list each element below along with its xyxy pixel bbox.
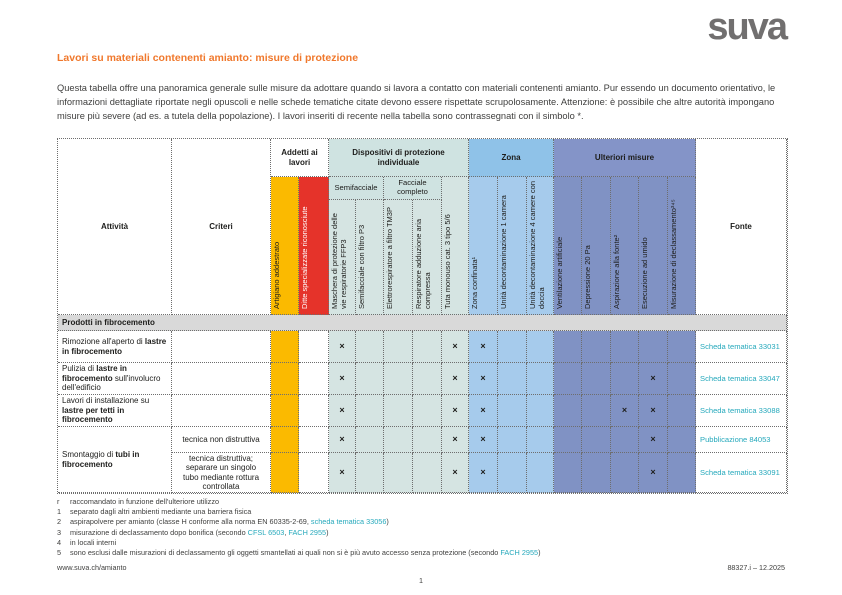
subheader-full-face: Facciale completo — [384, 177, 442, 200]
criteria-cell: tecnica distruttiva; separare un singolo tubo mediante rottura controllata — [172, 453, 271, 493]
mark-cell — [582, 363, 611, 395]
section-header-fibre-cement: Prodotti in fibrocemento — [58, 315, 787, 331]
mark-cell — [384, 331, 413, 363]
col-header-artisan: Artigiano addestrato — [271, 177, 299, 315]
firms-cell — [299, 395, 329, 427]
mark-cell — [498, 395, 527, 427]
page-title: Lavori su materiali contenenti amianto: misure di protezione — [57, 52, 359, 64]
mark-cell: × — [442, 331, 469, 363]
mark-cell — [668, 427, 696, 453]
col-header-firms: Ditte specializzate riconosciute — [299, 177, 329, 315]
mark-cell — [668, 331, 696, 363]
footer-url: www.suva.ch/amianto — [57, 563, 127, 572]
col-header-wet-method: Esecuzione ad umido — [639, 177, 668, 315]
mark-cell — [639, 331, 668, 363]
artisan-cell — [271, 363, 299, 395]
mark-cell: × — [329, 427, 356, 453]
col-header-tm3p: Elettrorespiratore a filtro TM3P — [384, 200, 413, 315]
subheader-half-mask: Semifacciale — [329, 177, 384, 200]
source-link[interactable]: Pubblicazione 84053 — [696, 427, 787, 453]
col-header-source: Fonte — [696, 139, 787, 315]
source-link[interactable]: Scheda tematica 33031 — [696, 331, 787, 363]
activity-cell: Lavori di installazione su lastre per tetti in fibrocemento — [58, 395, 172, 427]
mark-cell: × — [329, 363, 356, 395]
footnotes — [57, 497, 797, 558]
firms-cell — [299, 331, 329, 363]
mark-cell — [611, 363, 639, 395]
mark-cell — [356, 453, 384, 493]
mark-cell — [498, 427, 527, 453]
mark-cell: × — [639, 427, 668, 453]
mark-cell — [356, 363, 384, 395]
mark-cell — [413, 427, 442, 453]
footnote-link[interactable]: FACH 2955 — [288, 527, 327, 537]
source-link[interactable]: Scheda tematica 33088 — [696, 395, 787, 427]
footnote-4: 4 in locali interni — [57, 537, 117, 547]
mark-cell — [611, 427, 639, 453]
footnote-5: 5 sono esclusi dalle misurazioni di declassamento gli oggetti smantellati ai quali non si è più avuto accesso senza protezione (secondo FACH 2955) — [57, 548, 541, 558]
suva-logo: suva — [707, 6, 786, 48]
artisan-cell — [271, 395, 299, 427]
col-header-activity: Attività — [58, 139, 172, 315]
firms-cell — [299, 363, 329, 395]
mark-cell — [413, 363, 442, 395]
group-header-ppe: Dispositivi di protezione individuale — [329, 139, 469, 177]
mark-cell — [413, 395, 442, 427]
mark-cell: × — [469, 427, 498, 453]
mark-cell — [582, 331, 611, 363]
col-header-suit: Tuta monouso cat. 3 tipo 5/6 — [442, 177, 469, 315]
mark-cell — [582, 427, 611, 453]
col-header-ffp3-mask: Maschera di protezione delle vie respiratorie FFP3 — [329, 200, 356, 315]
col-header-decon-1: Unità decontaminazione 1 camera — [498, 177, 527, 315]
mark-cell: × — [442, 395, 469, 427]
mark-cell — [554, 427, 582, 453]
measures-table — [57, 138, 788, 494]
mark-cell — [384, 395, 413, 427]
mark-cell: × — [639, 453, 668, 493]
mark-cell: × — [442, 453, 469, 493]
mark-cell: × — [639, 363, 668, 395]
artisan-cell — [271, 453, 299, 493]
mark-cell — [582, 453, 611, 493]
mark-cell — [554, 363, 582, 395]
mark-cell: × — [639, 395, 668, 427]
mark-cell — [668, 453, 696, 493]
col-header-criteria: Criteri — [172, 139, 271, 315]
mark-cell — [582, 395, 611, 427]
mark-cell: × — [611, 395, 639, 427]
mark-cell: × — [329, 395, 356, 427]
mark-cell — [356, 427, 384, 453]
mark-cell — [527, 331, 554, 363]
artisan-cell — [271, 427, 299, 453]
footnote-1: 1 separato dagli altri ambienti mediante una barriera fisica — [57, 507, 252, 517]
mark-cell — [498, 363, 527, 395]
mark-cell — [554, 453, 582, 493]
mark-cell: × — [442, 427, 469, 453]
col-header-ventilation: Ventilazione artificiale — [554, 177, 582, 315]
mark-cell: × — [442, 363, 469, 395]
activity-cell: Smontaggio di tubi in fibrocemento — [58, 427, 172, 493]
mark-cell: × — [329, 331, 356, 363]
mark-cell — [356, 395, 384, 427]
mark-cell: × — [469, 363, 498, 395]
activity-cell: Pulizia di lastre in fibrocemento sull'involucro dell'edificio — [58, 363, 172, 395]
group-header-further: Ulteriori misure — [554, 139, 696, 177]
footnote-2: 2 aspirapolvere per amianto (classe H conforme alla norma EN 60335-2-69, scheda tematica 33056) — [57, 517, 389, 527]
mark-cell — [413, 331, 442, 363]
col-header-confined-zone: Zona confinata¹ — [469, 177, 498, 315]
mark-cell — [668, 395, 696, 427]
source-link[interactable]: Scheda tematica 33047 — [696, 363, 787, 395]
mark-cell — [498, 331, 527, 363]
group-header-zone: Zona — [469, 139, 554, 177]
mark-cell — [611, 453, 639, 493]
footer-page-number: 1 — [419, 576, 423, 585]
col-header-pressure: Depressione 20 Pa — [582, 177, 611, 315]
footnote-link[interactable]: CFSL 6503 — [247, 527, 285, 537]
group-header-workers: Addetti ai lavori — [271, 139, 329, 177]
footnote-3: 3 misurazione di declassamento dopo bonifica (secondo CFSL 6503, FACH 2955) — [57, 527, 329, 537]
mark-cell — [527, 395, 554, 427]
activity-cell: Rimozione all'aperto di lastre in fibrocemento — [58, 331, 172, 363]
mark-cell — [527, 427, 554, 453]
mark-cell — [384, 363, 413, 395]
footnote-link[interactable]: FACH 2955 — [500, 548, 539, 558]
firms-cell — [299, 453, 329, 493]
mark-cell: × — [469, 453, 498, 493]
mark-cell — [413, 453, 442, 493]
criteria-cell — [172, 331, 271, 363]
mark-cell — [668, 363, 696, 395]
criteria-cell — [172, 395, 271, 427]
mark-cell — [611, 331, 639, 363]
artisan-cell — [271, 331, 299, 363]
mark-cell — [356, 331, 384, 363]
mark-cell — [384, 453, 413, 493]
mark-cell — [498, 453, 527, 493]
mark-cell: × — [469, 331, 498, 363]
col-header-decon-4: Unità decontaminazione 4 camere con doccia — [527, 177, 554, 315]
mark-cell — [554, 395, 582, 427]
source-link[interactable]: Scheda tematica 33091 — [696, 453, 787, 493]
footer-doc-number: 88327.i – 12.2025 — [727, 563, 785, 572]
criteria-cell — [172, 363, 271, 395]
mark-cell — [527, 453, 554, 493]
criteria-cell: tecnica non distruttiva — [172, 427, 271, 453]
mark-cell — [554, 331, 582, 363]
mark-cell — [384, 427, 413, 453]
footnote-link[interactable]: scheda tematica 33056 — [310, 517, 387, 527]
firms-cell — [299, 427, 329, 453]
col-header-extraction: Aspirazione alla fonte² — [611, 177, 639, 315]
col-header-airfed: Respiratore adduzione aria compressa — [413, 200, 442, 315]
mark-cell: × — [469, 395, 498, 427]
footnote-r: r raccomandato in funzione dell'ulteriore utilizzo — [57, 497, 220, 506]
intro-paragraph: Questa tabella offre una panoramica generale sulle misure da adottare quando si lavora a contatto con materiali contenenti amianto. Pur essendo un documento orientativo, le informazioni dettagliate riportate negli opuscoli e nelle schede tematiche citate devono essere rispettate scrupolosamente. Attenzione: è possibile che altre autorità impongano misure più severe (ad es. a tutela della popolazione). I lavori inseriti di recente nella tabella sono contrassegnati con il simbolo *. — [57, 83, 776, 121]
col-header-declassification: Misurazione di declassamento³⁴⁵ — [668, 177, 696, 315]
col-header-p3-filter: Semifacciale con filtro P3 — [356, 200, 384, 315]
mark-cell — [527, 363, 554, 395]
mark-cell: × — [329, 453, 356, 493]
